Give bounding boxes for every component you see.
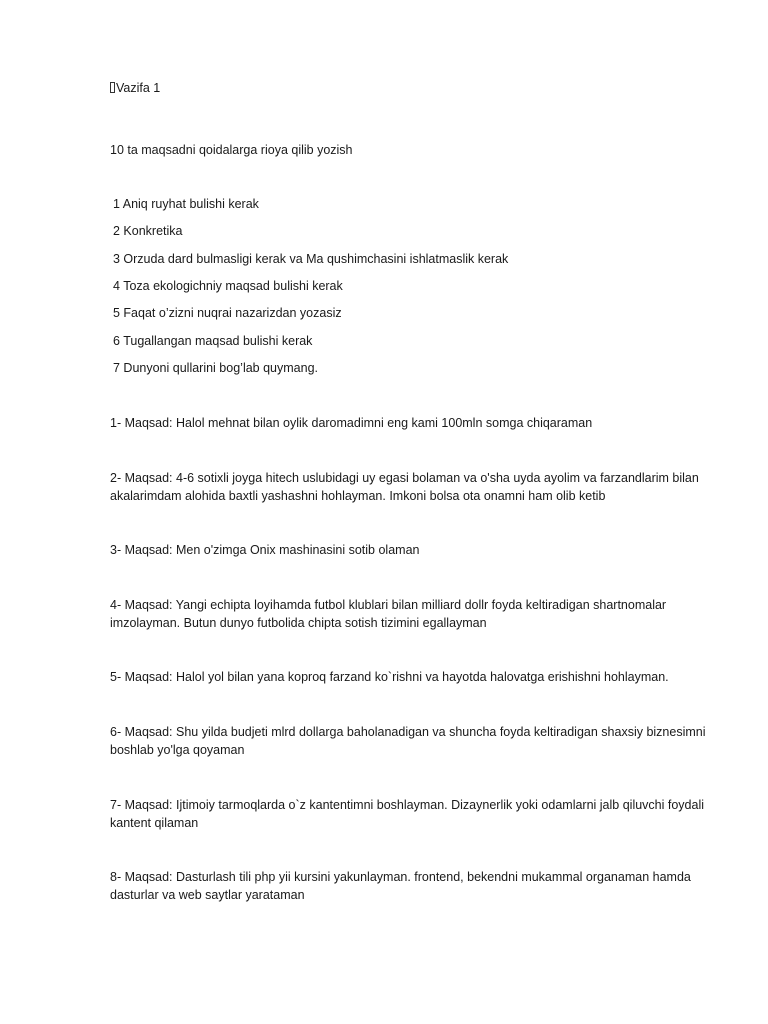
rule-item: 3 Orzuda dard bulmasligi kerak va Ma qushimchasini ishlatmaslik kerak (113, 252, 509, 266)
goal-item: 2- Maqsad: 4-6 sotixli joyga hitech uslubidagi uy egasi bolaman va o'sha uyda ayolim va farzandlarim bilan akalarimdam alohida baxtli yashashni hohlayman. Imkoni bolsa ota onamni ham olib ketib (110, 471, 699, 503)
goal-item: 5- Maqsad: Halol yol bilan yana koproq farzand ko`rishni va hayotda halovatga erishishni hohlayman. (110, 670, 669, 684)
goal-item: 7- Maqsad: Ijtimoiy tarmoqlarda o`z kantentimni boshlayman. Dizaynerlik yoki odamlarni jalb qiluvchi foydali kantent qilaman (110, 798, 705, 830)
heading-text: Vazifa 1 (116, 81, 161, 95)
goal-item: 1- Maqsad: Halol mehnat bilan oylik daromadimni eng kami 100mln somga chiqaraman (110, 416, 593, 430)
goal-item: 4- Maqsad: Yangi echipta loyihamda futbol klublari bilan milliard dollr foyda keltiradigan shartnomalar imzolayman. Butun dunyo futbolida chipta sotish tizimini egallayman (110, 598, 667, 630)
rule-item: 1 Aniq ruyhat bulishi kerak (113, 197, 259, 211)
document-subtitle: 10 ta maqsadni qoidalarga rioya qilib yozish (110, 143, 353, 157)
goal-item: 3- Maqsad: Men o'zimga Onix mashinasini sotib olaman (110, 543, 420, 557)
goal-item: 6- Maqsad: Shu yilda budjeti mlrd dollarga baholanadigan va shuncha foyda keltiradigan shaxsiy biznesimni boshlab yo'lga qoyaman (110, 725, 706, 757)
rule-item: 5 Faqat o’zizni nuqrai nazarizdan yozasiz (113, 306, 342, 320)
rule-item: 7 Dunyoni qullarini bog’lab quymang. (113, 361, 318, 375)
goal-item: 8- Maqsad: Dasturlash tili php yii kursini yakunlayman. frontend, bekendni mukammal organaman hamda dasturlar va web saytlar yarataman (110, 870, 691, 902)
rule-item: 4 Toza ekologichniy maqsad bulishi kerak (113, 279, 343, 293)
missing-glyph-icon (110, 82, 115, 93)
document-heading (110, 79, 710, 97)
rule-item: 6 Tugallangan maqsad bulishi kerak (113, 334, 313, 348)
rule-item: 2 Konkretika (113, 224, 183, 238)
